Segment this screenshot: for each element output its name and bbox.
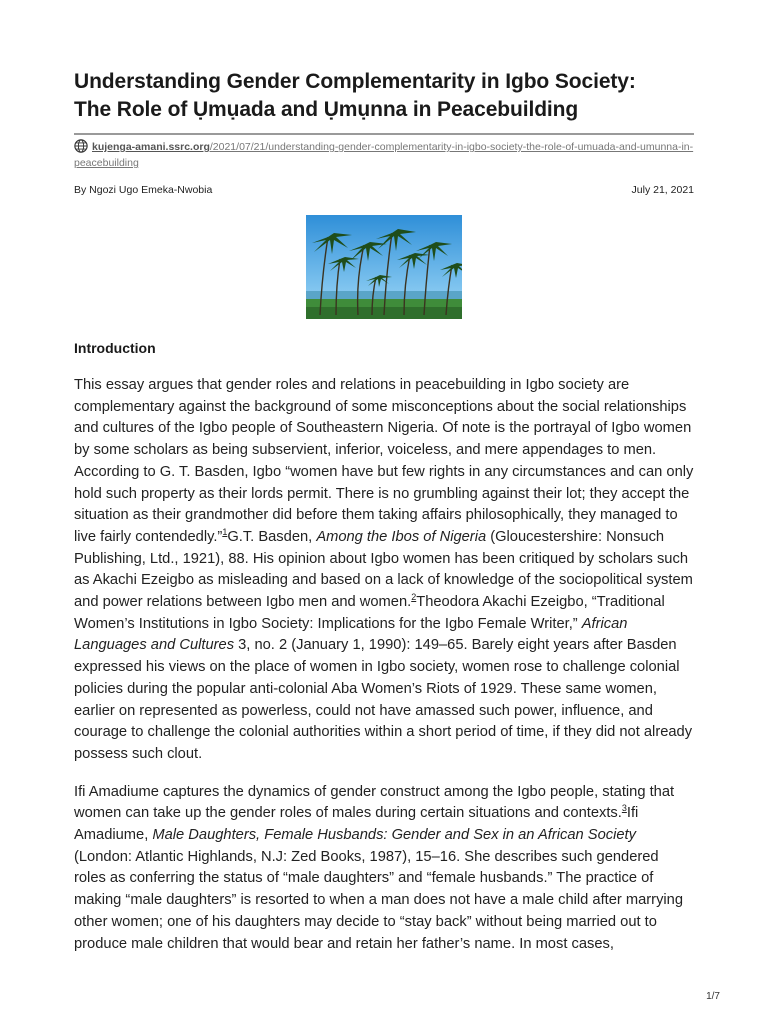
byline [74, 183, 694, 197]
article [74, 68, 694, 955]
p1-text-1: This essay argues that gender roles and relations in peacebuilding in Igbo society are complementary against the background of some misconceptions about the social relationships and cultures of the Igbo people of Southeastern Nigeria. Of note is the portrayal of Igbo women by some scholars as being subservient, inferior, voiceless, and mere appendages to men. According to G. T. Basden, Igbo “women have but few rights in any circumstances and can only hold such property as their lords permit. There is no grumbling against their lot; they accept the situation as their grandmother did before them taking affairs philosophically, they managed to live fairly contendedly.” [74, 377, 694, 545]
paragraph-2 [74, 782, 694, 956]
p2-text-1: Ifi Amadiume captures the dynamics of gender construct among the Igbo people, stating that women can take up the gender roles of males during certain situations and contexts. [74, 783, 675, 822]
section-heading: Introduction [74, 340, 156, 356]
p1-text-5: 3, no. 2 (January 1, 1990): 149–65. Barely eight years after Basden expressed his views on the place of women in Igbo society, women rose to challenge colonial policies during the popular anti-colonial Aba Women’s Riots of 1929. These same women, earlier on represented as powerless, could not have amassed such power, influence, and courage to challenge the colonial authorities within a short period of time, if they did not already possess such clout. [74, 637, 693, 762]
page-number: 1/7 [706, 991, 720, 1002]
page-title [74, 68, 694, 124]
author: By Ngozi Ugo Emeka-Nwobia [74, 184, 213, 196]
publish-date: July 21, 2021 [631, 184, 694, 196]
title-line-2: The Role of Ụmụada and Ụmụnna in Peacebuilding [74, 98, 579, 121]
title-line-1: Understanding Gender Complementarity in Igbo Society: [74, 70, 636, 93]
source-path[interactable]: /2021/07/21/understanding-gender-complementarity-in-igbo-society-the-role-of-umuada-and-umunna-in-peacebuilding [74, 141, 694, 169]
p1-italic-2: African Languages and Cultures [74, 615, 628, 654]
footnote-ref-1[interactable]: 1 [222, 526, 228, 537]
footnote-ref-3[interactable]: 3 [621, 803, 627, 814]
paragraph-1 [74, 375, 694, 766]
footnote-ref-2[interactable]: 2 [411, 592, 417, 603]
p2-text-2: Ifi Amadiume, [74, 805, 639, 844]
p1-text-2: G.T. Basden, [227, 528, 317, 545]
palm-trees-photo [306, 215, 462, 319]
title-divider [74, 133, 694, 135]
p2-italic-1: Male Daughters, Female Husbands: Gender and Sex in an African Society [152, 827, 636, 844]
source-link[interactable] [74, 139, 694, 171]
p2-text-3: (London: Atlantic Highlands, N.J: Zed Books, 1987), 15–16. She describes such gendered roles as conferring the status of “male daughters” and “female husbands.” The practice of making “male daughters” is resorted to when a man does not have a male child after marrying other women; one of his daughters may decide to “stay back” without being married out to produce male children that would bear and retain her father’s name. In most cases, [74, 848, 684, 952]
globe-icon [74, 139, 88, 153]
p1-italic-1: Among the Ibos of Nigeria [316, 528, 487, 545]
p1-text-4: Theodora Akachi Ezeigbo, “Traditional Women’s Institutions in Igbo Society: Implications for the Igbo Female Writer,” [74, 594, 665, 632]
p1-text-3: (Gloucestershire: Nonsuch Publishing, Ltd., 1921), 88. His opinion about Igbo women has been critiqued by scholars such as Akachi Ezeigbo as misleading and based on a lack of knowledge of the sociopolitical system and power relations between Igbo men and women. [74, 528, 693, 611]
source-domain[interactable]: kujenga-amani.ssrc.org [92, 141, 210, 153]
